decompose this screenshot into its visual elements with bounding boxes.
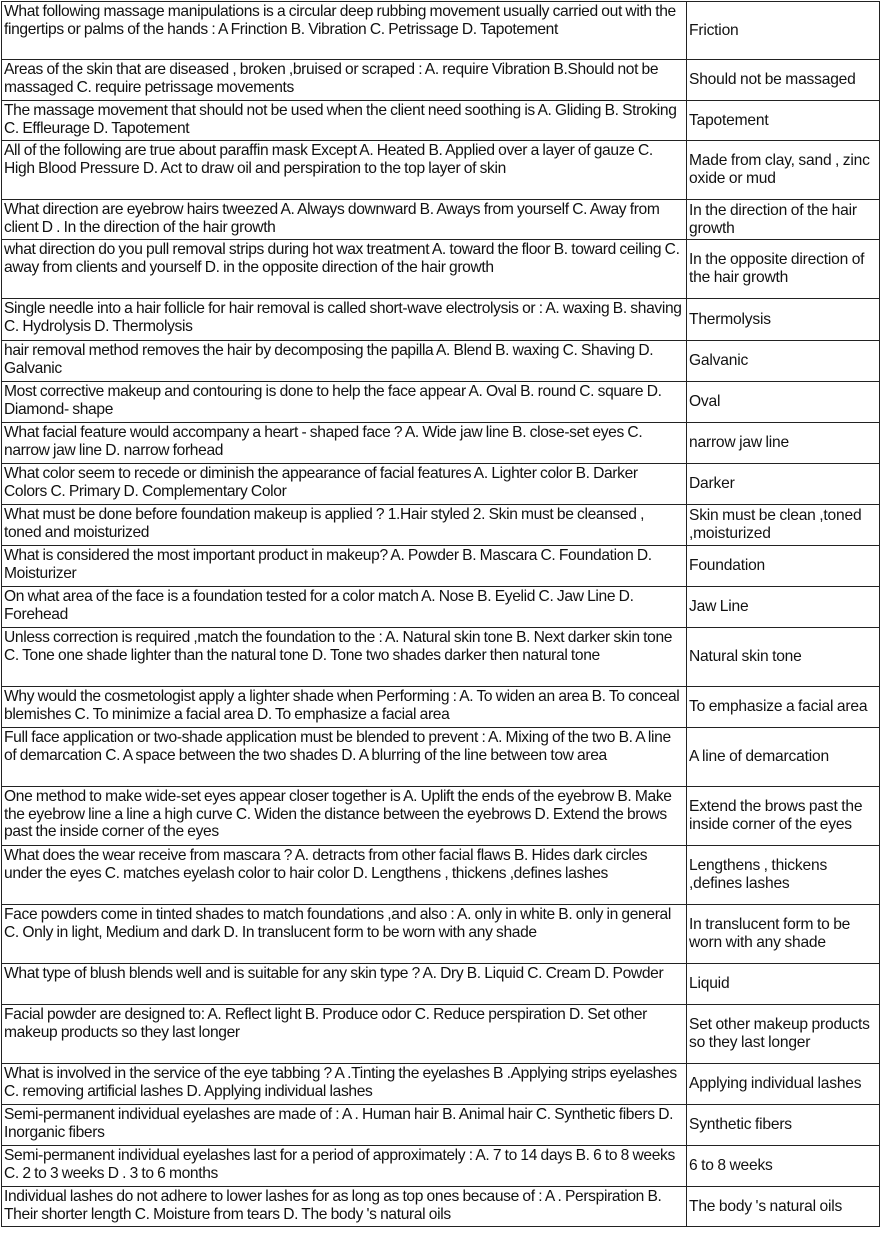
answer-text: Jaw Line [689,598,749,616]
question-text: Face powders come in tinted shades to match foundations ,and also : A. only in white B. only in general C. Only in light, Medium and dark D. In translucent form to be worn with any shade [4,906,671,941]
answer-text: narrow jaw line [689,434,790,452]
answer-text: Thermolysis [689,310,771,328]
table-row [2,200,880,240]
answer-cell [687,687,880,728]
question-text: All of the following are true about paraffin mask Except A. Heated B. Applied over a layer of gauze C. High Blood Pressure D. Act to draw oil and perspiration to the top layer of skin [4,142,653,177]
answer-cell [687,2,880,60]
question-cell [2,728,687,787]
answer-cell [687,1187,880,1227]
answer-text: Tapotement [689,111,769,129]
question-text: One method to make wide-set eyes appear closer together is A. Uplift the ends of the eyebrow B. Make the eyebrow line a line a high curve C. Widen the distance between the eyebrows D. Extend the brows past the inside corner of the eyes [4,788,672,841]
question-text: Individual lashes do not adhere to lower lashes for as long as top ones because of : A . Perspiration B. Their shorter length C. Moisture from tears D. The body 's natural oils [4,1188,662,1223]
answer-text: To emphasize a facial area [689,698,868,716]
question-text: What must be done before foundation makeup is applied ? 1.Hair styled 2. Skin must be cleansed , toned and moisturized [4,506,645,541]
question-text: Full face application or two-shade application must be blended to prevent : A. Mixing of the two B. A line of demarcation C. A space between the two shades D. A blurring of the line between tow area [4,729,671,764]
answer-cell [687,587,880,628]
table-row [2,464,880,505]
question-text: What direction are eyebrow hairs tweezed A. Always downward B. Aways from yourself C. Away from client D . In the direction of the hair growth [4,201,660,236]
question-text: On what area of the face is a foundation tested for a color match A. Nose B. Eyelid C. Jaw Line D. Forehead [4,588,634,623]
table-row [2,628,880,687]
table-row [2,846,880,905]
question-cell [2,628,687,687]
answer-text: Extend the brows past the inside corner of the eyes [689,798,863,833]
answer-text: A line of demarcation [689,748,829,766]
answer-text: Skin must be clean ,toned ,moisturized [689,507,862,542]
question-text: What does the wear receive from mascara ? A. detracts from other facial flaws B. Hides dark circles under the eyes C. matches eyelash color to hair color D. Lengthens , thickens ,defines lashes [4,847,648,882]
question-cell [2,505,687,546]
question-cell [2,687,687,728]
question-cell [2,1105,687,1146]
question-text: What is involved in the service of the eye tabbing ? A .Tinting the eyelashes B .Applying strips eyelashes C. removing artificial lashes D. Applying individual lashes [4,1065,677,1100]
answer-text: Set other makeup products so they last longer [689,1016,870,1051]
table-row [2,299,880,341]
answer-cell [687,141,880,200]
answer-cell [687,546,880,587]
question-cell [2,1187,687,1227]
question-text: hair removal method removes the hair by decomposing the papilla A. Blend B. waxing C. Shaving D. Galvanic [4,342,654,377]
table-row [2,423,880,464]
answer-cell [687,101,880,141]
question-text: What facial feature would accompany a heart - shaped face ? A. Wide jaw line B. close-set eyes C. narrow jaw line D. narrow forhead [4,424,643,459]
question-text: what direction do you pull removal strips during hot wax treatment A. toward the floor B. toward ceiling C. away from clients and yourself D. in the opposite direction of the hair growth [4,241,680,276]
question-cell [2,200,687,240]
table-row [2,1146,880,1187]
table-row [2,341,880,382]
table-row [2,1105,880,1146]
answer-text: Made from clay, sand , zinc oxide or mud [689,152,870,187]
question-cell [2,240,687,299]
question-cell [2,141,687,200]
answer-cell [687,905,880,964]
answer-cell [687,464,880,505]
question-text: What color seem to recede or diminish the appearance of facial features A. Lighter color B. Darker Colors C. Primary D. Complementary Color [4,465,638,500]
question-text: Facial powder are designed to: A. Reflect light B. Produce odor C. Reduce perspiration D. Set other makeup products so they last longer [4,1006,647,1041]
answer-cell [687,240,880,299]
answer-cell [687,1146,880,1187]
question-text: Unless correction is required ,match the foundation to the : A. Natural skin tone B. Next darker skin tone C. Tone one shade lighter than the natural tone D. Tone two shades darker then natural tone [4,629,673,664]
table-row [2,787,880,846]
question-cell [2,60,687,101]
answer-text: Friction [689,21,739,39]
question-cell [2,464,687,505]
answer-text: 6 to 8 weeks [689,1157,773,1175]
question-text: Semi-permanent individual eyelashes last for a period of approximately : A. 7 to 14 days B. 6 to 8 weeks C. 2 to 3 weeks D . 3 to 6 months [4,1147,675,1182]
question-cell [2,1005,687,1064]
answer-text: Natural skin tone [689,648,802,666]
table-row [2,587,880,628]
answer-cell [687,341,880,382]
answer-cell [687,299,880,341]
question-answer-table [1,1,880,1227]
question-text: Most corrective makeup and contouring is done to help the face appear A. Oval B. round C. square D. Diamond- shape [4,383,662,418]
table-row [2,1064,880,1105]
table-row [2,2,880,60]
question-cell [2,341,687,382]
question-text: The massage movement that should not be used when the client need soothing is A. Gliding B. Stroking C. Effleurage D. Tapotement [4,102,677,137]
answer-text: Galvanic [689,352,749,370]
answer-text: Oval [689,393,721,411]
table-row [2,1005,880,1064]
answer-text: Should not be massaged [689,71,856,89]
table-row [2,905,880,964]
answer-text: In the direction of the hair growth [689,201,857,237]
question-cell [2,1064,687,1105]
question-text: Semi-permanent individual eyelashes are made of : A . Human hair B. Animal hair C. Synthetic fibers D. Inorganic fibers [4,1106,674,1141]
answer-cell [687,1105,880,1146]
answer-text: Lengthens , thickens ,defines lashes [689,857,828,892]
answer-cell [687,505,880,546]
question-text: Areas of the skin that are diseased , broken ,bruised or scraped : A. require Vibration B.Should not be massaged C. require petrissage movements [4,61,659,96]
question-cell [2,846,687,905]
answer-cell [687,382,880,423]
answer-cell [687,728,880,787]
question-cell [2,787,687,846]
question-text: Why would the cosmetologist apply a lighter shade when Performing : A. To widen an area B. To conceal blemishes C. To minimize a facial area D. To emphasize a facial area [4,688,680,723]
question-cell [2,2,687,60]
question-cell [2,905,687,964]
answer-text: Foundation [689,557,766,575]
question-text: Single needle into a hair follicle for hair removal is called short-wave electrolysis or : A. waxing B. shaving C. Hydrolysis D. Thermolysis [4,300,682,335]
answer-text: Applying individual lashes [689,1075,862,1093]
answer-cell [687,1064,880,1105]
table-row [2,546,880,587]
answer-cell [687,423,880,464]
answer-cell [687,964,880,1005]
answer-cell [687,200,880,240]
answer-cell [687,1005,880,1064]
question-text: What following massage manipulations is a circular deep rubbing movement usually carried out with the fingertips or palms of the hands : A Frinction B. Vibration C. Petrissage D. Tapotement [4,3,676,38]
question-cell [2,587,687,628]
answer-cell [687,787,880,846]
answer-text: In translucent form to be worn with any shade [689,916,851,951]
answer-text: Synthetic fibers [689,1116,792,1134]
table-body [2,2,880,1227]
table-row [2,240,880,299]
table-row [2,141,880,200]
question-cell [2,964,687,1005]
answer-text: Liquid [689,975,730,993]
question-cell [2,382,687,423]
question-cell [2,101,687,141]
answer-text: Darker [689,475,735,493]
question-text: What is considered the most important product in makeup? A. Powder B. Mascara C. Foundation D. Moisturizer [4,547,652,582]
answer-cell [687,60,880,101]
table-row [2,382,880,423]
table-row [2,101,880,141]
answer-text: In the opposite direction of the hair growth [689,251,865,286]
table-row [2,505,880,546]
table-row [2,964,880,1005]
question-cell [2,546,687,587]
question-cell [2,299,687,341]
answer-cell [687,846,880,905]
answer-cell [687,628,880,687]
table-row [2,728,880,787]
question-cell [2,423,687,464]
answer-text: The body 's natural oils [689,1197,843,1215]
table-row [2,60,880,101]
table-row [2,687,880,728]
table-row [2,1187,880,1227]
question-cell [2,1146,687,1187]
question-text: What type of blush blends well and is suitable for any skin type ? A. Dry B. Liquid C. Cream D. Powder [4,965,664,982]
